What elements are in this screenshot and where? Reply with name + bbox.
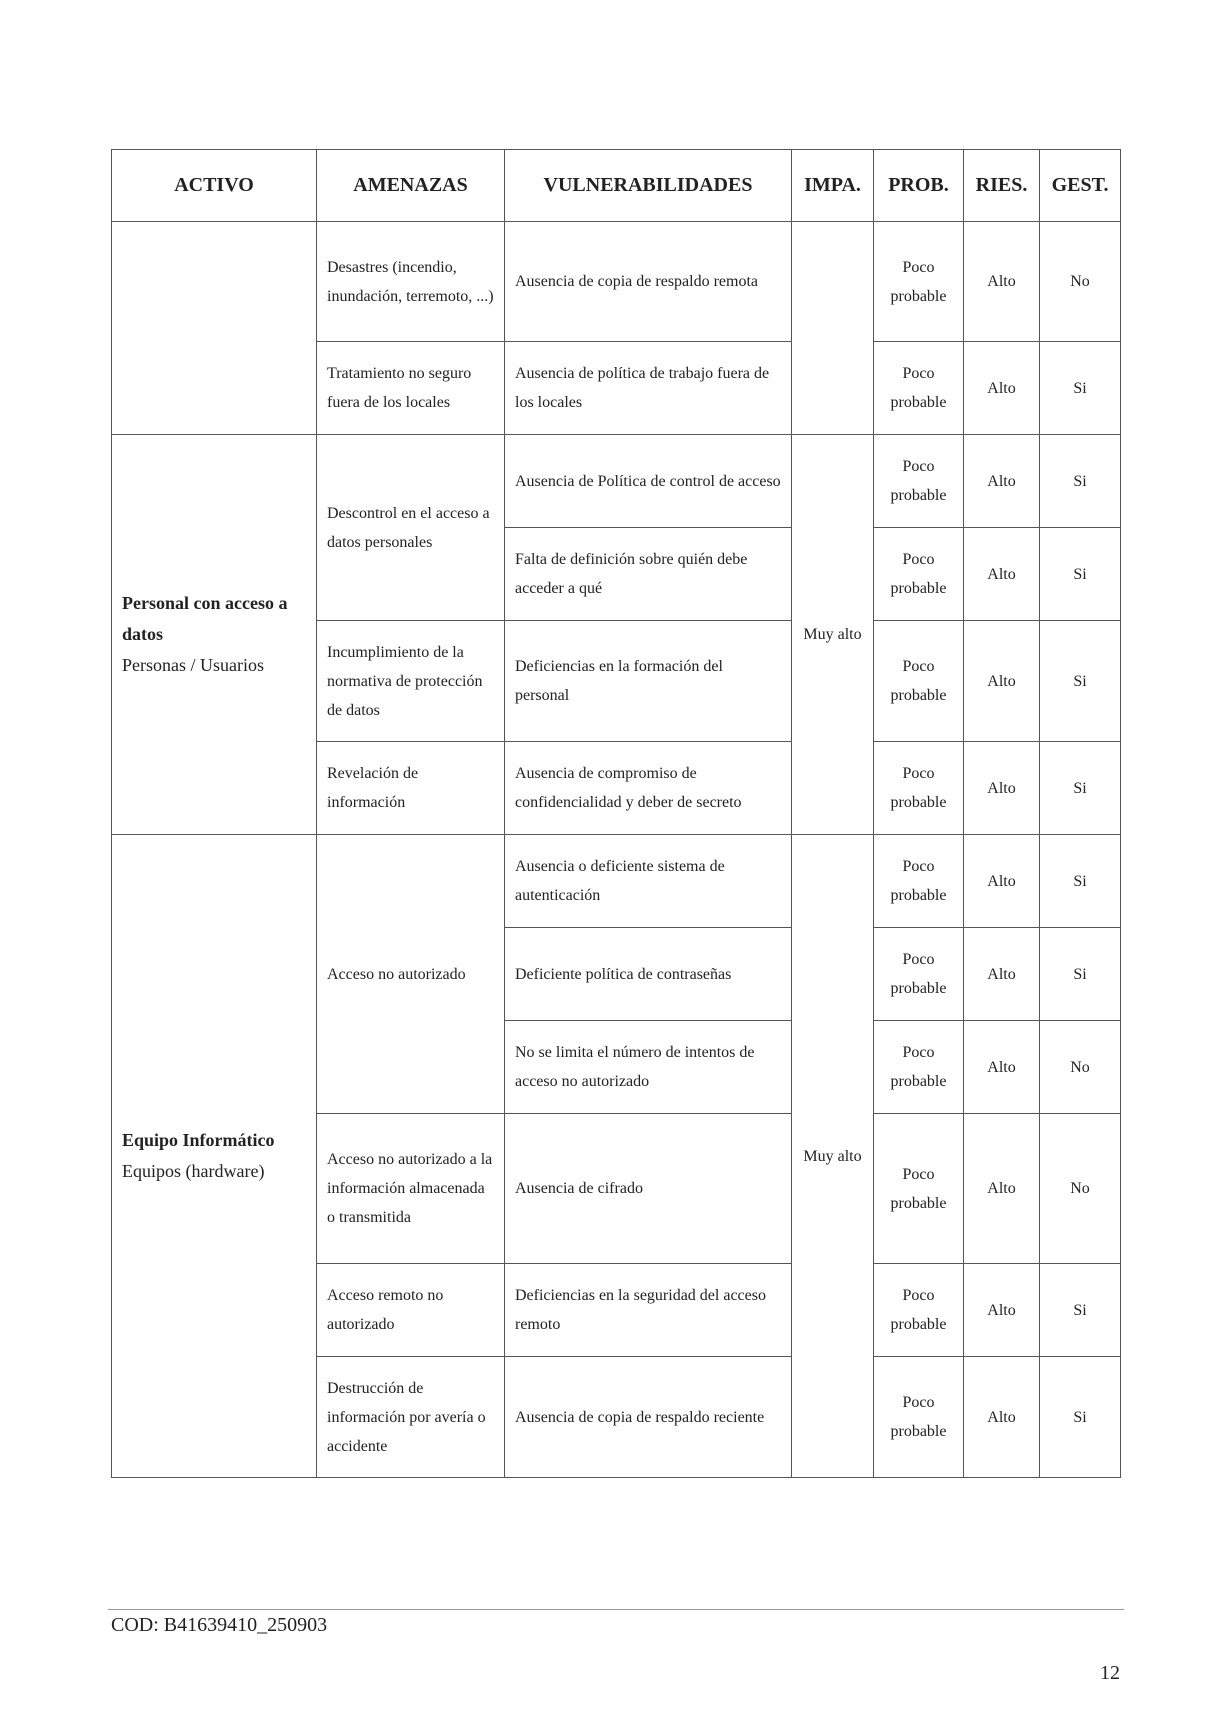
amenaza-cell: Descontrol en el acceso a datos personales [317, 435, 505, 621]
vulnerabilidad-cell: Deficiencias en la formación del personal [505, 621, 792, 742]
riesgo-cell: Alto [964, 1357, 1040, 1478]
header-probabilidad: PROB. [874, 150, 964, 222]
probabilidad-cell: Poco probable [874, 1021, 964, 1114]
gestion-cell: No [1040, 1021, 1121, 1114]
probabilidad-cell: Poco probable [874, 1264, 964, 1357]
table-body [112, 222, 1121, 1478]
amenaza-cell: Desastres (incendio, inundación, terremoto, ...) [317, 222, 505, 342]
header-row [112, 150, 1121, 222]
header-gestion: GEST. [1040, 150, 1121, 222]
header-vulnerabilidades: VULNERABILIDADES [505, 150, 792, 222]
probabilidad-cell: Poco probable [874, 1357, 964, 1478]
gestion-cell: Si [1040, 742, 1121, 835]
riesgo-cell: Alto [964, 1114, 1040, 1264]
header-impacto: IMPA. [792, 150, 874, 222]
activo-title: Equipo Informático [122, 1130, 275, 1150]
impacto-cell: Muy alto [792, 435, 874, 835]
riesgo-cell: Alto [964, 835, 1040, 928]
riesgo-cell: Alto [964, 528, 1040, 621]
gestion-cell: Si [1040, 435, 1121, 528]
gestion-cell: Si [1040, 1357, 1121, 1478]
footer-divider [108, 1609, 1124, 1610]
riesgo-cell: Alto [964, 621, 1040, 742]
vulnerabilidad-cell: Falta de definición sobre quién debe acceder a qué [505, 528, 792, 621]
probabilidad-cell: Poco probable [874, 435, 964, 528]
document-code: COD: B41639410_250903 [111, 1614, 328, 1636]
amenaza-cell: Tratamiento no seguro fuera de los locales [317, 342, 505, 435]
vulnerabilidad-cell: Ausencia de copia de respaldo remota [505, 222, 792, 342]
activo-subtitle: Personas / Usuarios [122, 655, 264, 675]
vulnerabilidad-cell: Deficiente política de contraseñas [505, 928, 792, 1021]
probabilidad-cell: Poco probable [874, 928, 964, 1021]
table-row [112, 835, 1121, 928]
activo-cell [112, 435, 317, 835]
gestion-cell: No [1040, 1114, 1121, 1264]
riesgo-cell: Alto [964, 342, 1040, 435]
riesgo-cell: Alto [964, 1021, 1040, 1114]
riesgo-cell: Alto [964, 928, 1040, 1021]
vulnerabilidad-cell: Ausencia o deficiente sistema de autenticación [505, 835, 792, 928]
probabilidad-cell: Poco probable [874, 621, 964, 742]
table-row [112, 222, 1121, 342]
impacto-cell [792, 222, 874, 435]
table-row [112, 435, 1121, 528]
amenaza-cell: Incumplimiento de la normativa de protección de datos [317, 621, 505, 742]
amenaza-cell: Acceso remoto no autorizado [317, 1264, 505, 1357]
activo-title: Personal con acceso a datos [122, 593, 288, 644]
activo-cell [112, 835, 317, 1478]
riesgo-cell: Alto [964, 222, 1040, 342]
probabilidad-cell: Poco probable [874, 1114, 964, 1264]
gestion-cell: Si [1040, 1264, 1121, 1357]
activo-cell [112, 222, 317, 435]
probabilidad-cell: Poco probable [874, 528, 964, 621]
gestion-cell: Si [1040, 928, 1121, 1021]
probabilidad-cell: Poco probable [874, 742, 964, 835]
riesgo-cell: Alto [964, 1264, 1040, 1357]
riesgo-cell: Alto [964, 742, 1040, 835]
riesgo-cell: Alto [964, 435, 1040, 528]
amenaza-cell: Acceso no autorizado a la información almacenada o transmitida [317, 1114, 505, 1264]
amenaza-cell: Destrucción de información por avería o accidente [317, 1357, 505, 1478]
gestion-cell: Si [1040, 528, 1121, 621]
vulnerabilidad-cell: Ausencia de compromiso de confidencialidad y deber de secreto [505, 742, 792, 835]
gestion-cell: Si [1040, 342, 1121, 435]
vulnerabilidad-cell: Ausencia de copia de respaldo reciente [505, 1357, 792, 1478]
vulnerabilidad-cell: Ausencia de cifrado [505, 1114, 792, 1264]
header-activo: ACTIVO [112, 150, 317, 222]
probabilidad-cell: Poco probable [874, 835, 964, 928]
probabilidad-cell: Poco probable [874, 342, 964, 435]
gestion-cell: No [1040, 222, 1121, 342]
probabilidad-cell: Poco probable [874, 222, 964, 342]
vulnerabilidad-cell: Ausencia de Política de control de acceso [505, 435, 792, 528]
activo-subtitle: Equipos (hardware) [122, 1161, 265, 1181]
vulnerabilidad-cell: Deficiencias en la seguridad del acceso remoto [505, 1264, 792, 1357]
amenaza-cell: Acceso no autorizado [317, 835, 505, 1114]
vulnerabilidad-cell: Ausencia de política de trabajo fuera de los locales [505, 342, 792, 435]
vulnerabilidad-cell: No se limita el número de intentos de acceso no autorizado [505, 1021, 792, 1114]
gestion-cell: Si [1040, 835, 1121, 928]
header-amenazas: AMENAZAS [317, 150, 505, 222]
risk-analysis-table [111, 149, 1121, 1478]
impacto-cell: Muy alto [792, 835, 874, 1478]
header-riesgo: RIES. [964, 150, 1040, 222]
page-number: 12 [1100, 1662, 1120, 1684]
gestion-cell: Si [1040, 621, 1121, 742]
amenaza-cell: Revelación de información [317, 742, 505, 835]
